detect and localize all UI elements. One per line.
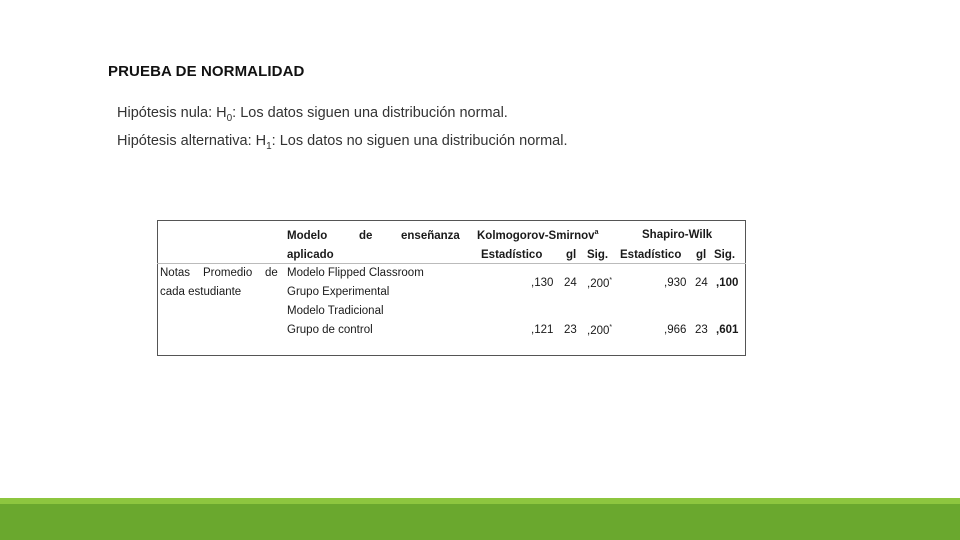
header-model-word3: enseñanza bbox=[401, 230, 460, 242]
table-left-border bbox=[157, 220, 158, 356]
group2-ks-sig-note: * bbox=[609, 324, 613, 331]
row-label-word3: de bbox=[265, 267, 278, 279]
header-divider bbox=[157, 263, 746, 264]
row-label-word1: Notas bbox=[160, 267, 191, 279]
row-label-word2: Promedio bbox=[203, 267, 253, 279]
null-hypothesis-prefix: Hipótesis nula: H bbox=[117, 105, 227, 121]
ks-superscript: a bbox=[594, 229, 599, 236]
footer-bar bbox=[0, 504, 960, 540]
page-title: PRUEBA DE NORMALIDAD bbox=[108, 63, 305, 80]
group1-sw-sig: ,100 bbox=[716, 277, 739, 289]
group2-label: Grupo de control bbox=[287, 324, 373, 336]
ks-title: Kolmogorov-Smirnov bbox=[477, 229, 595, 242]
group1-label: Grupo Experimental bbox=[287, 286, 390, 298]
group1-ks-gl: 24 bbox=[564, 277, 577, 289]
group2-sw-stat: ,966 bbox=[664, 324, 687, 336]
group2-model: Modelo Tradicional bbox=[287, 305, 384, 317]
group2-sw-sig: ,601 bbox=[716, 324, 739, 336]
group1-ks-sig-value: ,200 bbox=[587, 277, 610, 290]
header-model-word1: Modelo bbox=[287, 230, 328, 242]
group2-ks-gl: 23 bbox=[564, 324, 577, 336]
group2-ks-sig-value: ,200 bbox=[587, 324, 610, 337]
table-bottom-border bbox=[157, 355, 746, 356]
normality-test-table bbox=[157, 220, 746, 356]
alt-hypothesis-subscript: 1 bbox=[266, 140, 272, 152]
col-header-ks-gl: gl bbox=[566, 249, 577, 261]
null-hypothesis-text: : Los datos siguen una distribución normal. bbox=[232, 105, 508, 121]
group1-sw-stat: ,930 bbox=[664, 277, 687, 289]
col-header-sw-gl: gl bbox=[696, 249, 707, 261]
group1-sw-gl: 24 bbox=[695, 277, 708, 289]
table-top-border bbox=[157, 220, 746, 221]
col-header-ks-sig: Sig. bbox=[587, 249, 609, 261]
header-model-word2: de bbox=[359, 230, 373, 242]
alternative-hypothesis bbox=[117, 133, 567, 152]
header-model-word4: aplicado bbox=[287, 249, 334, 261]
table-right-border bbox=[745, 220, 746, 356]
row-label-line2: cada estudiante bbox=[160, 286, 242, 298]
group1-ks-sig bbox=[587, 277, 612, 290]
group1-ks-sig-note: * bbox=[609, 277, 613, 284]
group1-model: Modelo Flipped Classroom bbox=[287, 267, 424, 279]
col-header-ks-stat: Estadístico bbox=[481, 249, 543, 261]
ks-header bbox=[477, 229, 598, 242]
group2-ks-sig bbox=[587, 324, 612, 337]
alt-hypothesis-prefix: Hipótesis alternativa: H bbox=[117, 133, 267, 149]
col-header-sw-sig: Sig. bbox=[714, 249, 736, 261]
col-header-sw-stat: Estadístico bbox=[620, 249, 682, 261]
null-hypothesis-subscript: 0 bbox=[226, 112, 233, 124]
alt-hypothesis-text: : Los datos no siguen una distribución normal. bbox=[271, 133, 568, 149]
group1-ks-stat: ,130 bbox=[531, 277, 554, 289]
group2-sw-gl: 23 bbox=[695, 324, 708, 336]
group2-ks-stat: ,121 bbox=[531, 324, 554, 336]
null-hypothesis bbox=[117, 105, 508, 124]
sw-header: Shapiro-Wilk bbox=[642, 229, 713, 241]
